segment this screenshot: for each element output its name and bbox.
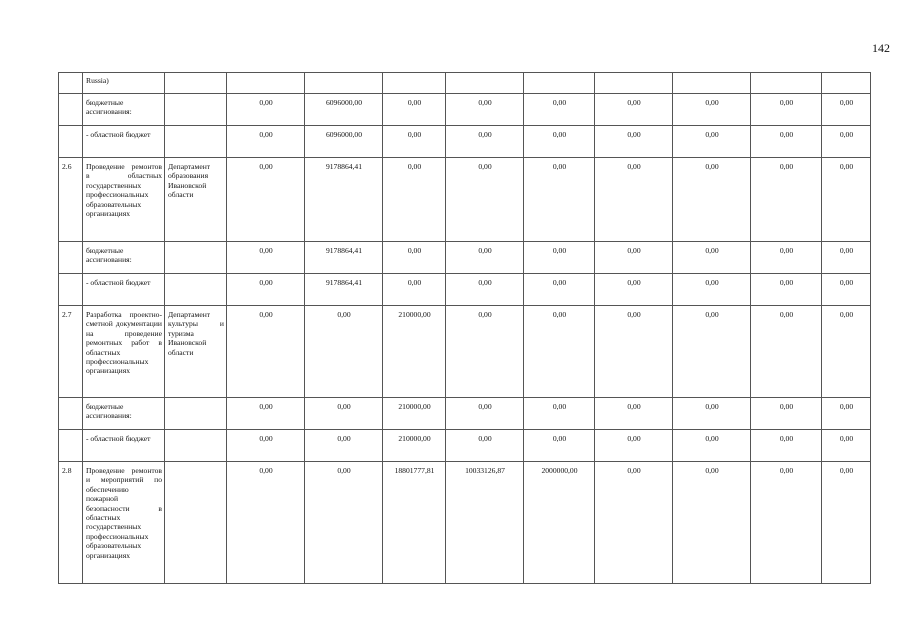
value-cell: 0,00 bbox=[227, 430, 305, 462]
value-cell: 10033126,87 bbox=[446, 462, 524, 584]
value-cell: 0,00 bbox=[822, 274, 871, 306]
value-cell: 0,00 bbox=[751, 158, 822, 242]
value-cell: 9178864,41 bbox=[305, 158, 383, 242]
value-cell: 0,00 bbox=[446, 274, 524, 306]
department bbox=[165, 73, 227, 94]
value-cell: 0,00 bbox=[751, 462, 822, 584]
value-cell bbox=[595, 73, 673, 94]
value-cell: 0,00 bbox=[595, 430, 673, 462]
department bbox=[165, 274, 227, 306]
row-number: 2.7 bbox=[59, 306, 83, 398]
table-row bbox=[59, 462, 871, 584]
value-cell bbox=[751, 73, 822, 94]
table-row bbox=[59, 398, 871, 430]
value-cell: 0,00 bbox=[751, 242, 822, 274]
value-cell: 0,00 bbox=[446, 158, 524, 242]
row-number: 2.8 bbox=[59, 462, 83, 584]
value-cell: 0,00 bbox=[446, 306, 524, 398]
value-cell: 0,00 bbox=[524, 158, 595, 242]
value-cell: 9178864,41 bbox=[305, 242, 383, 274]
value-cell: 2000000,00 bbox=[524, 462, 595, 584]
row-number: 2.6 bbox=[59, 158, 83, 242]
department bbox=[165, 430, 227, 462]
value-cell: 0,00 bbox=[673, 462, 751, 584]
value-cell: 0,00 bbox=[751, 306, 822, 398]
value-cell: 6096000,00 bbox=[305, 94, 383, 126]
value-cell: 0,00 bbox=[524, 306, 595, 398]
value-cell: 0,00 bbox=[595, 274, 673, 306]
value-cell: 0,00 bbox=[524, 274, 595, 306]
value-cell: 210000,00 bbox=[383, 398, 446, 430]
value-cell: 6096000,00 bbox=[305, 126, 383, 158]
value-cell: 0,00 bbox=[446, 94, 524, 126]
department bbox=[165, 94, 227, 126]
row-number bbox=[59, 242, 83, 274]
value-cell: 0,00 bbox=[446, 242, 524, 274]
row-number bbox=[59, 430, 83, 462]
value-cell: 0,00 bbox=[524, 398, 595, 430]
value-cell: 0,00 bbox=[595, 126, 673, 158]
budget-table bbox=[58, 72, 871, 584]
value-cell: 210000,00 bbox=[383, 430, 446, 462]
value-cell: 0,00 bbox=[751, 126, 822, 158]
value-cell: 0,00 bbox=[227, 94, 305, 126]
item-name: бюджетные ассигнования: bbox=[83, 242, 165, 274]
value-cell: 0,00 bbox=[751, 274, 822, 306]
item-name: - областной бюджет bbox=[83, 274, 165, 306]
department bbox=[165, 398, 227, 430]
value-cell bbox=[305, 73, 383, 94]
department bbox=[165, 242, 227, 274]
table-row bbox=[59, 242, 871, 274]
value-cell: 210000,00 bbox=[383, 306, 446, 398]
value-cell: 0,00 bbox=[595, 242, 673, 274]
row-number bbox=[59, 126, 83, 158]
department: Департамент культуры и туризма Ивановской области bbox=[165, 306, 227, 398]
value-cell bbox=[524, 73, 595, 94]
value-cell: 0,00 bbox=[524, 126, 595, 158]
value-cell: 0,00 bbox=[673, 94, 751, 126]
value-cell: 0,00 bbox=[227, 274, 305, 306]
value-cell: 0,00 bbox=[673, 242, 751, 274]
value-cell: 9178864,41 bbox=[305, 274, 383, 306]
item-name: Разработка проектно-сметной документации на проведение ремонтных работ в областных профессиональных организациях bbox=[83, 306, 165, 398]
value-cell: 0,00 bbox=[383, 274, 446, 306]
value-cell: 0,00 bbox=[673, 398, 751, 430]
value-cell: 0,00 bbox=[227, 306, 305, 398]
value-cell: 0,00 bbox=[524, 242, 595, 274]
value-cell: 0,00 bbox=[822, 462, 871, 584]
value-cell: 0,00 bbox=[227, 158, 305, 242]
value-cell bbox=[822, 73, 871, 94]
item-name: бюджетные ассигнования: bbox=[83, 398, 165, 430]
value-cell: 0,00 bbox=[673, 126, 751, 158]
value-cell: 0,00 bbox=[383, 242, 446, 274]
value-cell bbox=[673, 73, 751, 94]
value-cell: 0,00 bbox=[673, 158, 751, 242]
value-cell: 0,00 bbox=[227, 126, 305, 158]
row-number bbox=[59, 274, 83, 306]
value-cell: 0,00 bbox=[227, 242, 305, 274]
row-number bbox=[59, 398, 83, 430]
table-row bbox=[59, 126, 871, 158]
value-cell: 0,00 bbox=[383, 158, 446, 242]
item-name: - областной бюджет bbox=[83, 430, 165, 462]
value-cell: 0,00 bbox=[383, 94, 446, 126]
value-cell bbox=[383, 73, 446, 94]
value-cell: 0,00 bbox=[305, 306, 383, 398]
item-name: Проведение ремонтов и мероприятий по обеспечению пожарной безопасности в областных государственных профессиональных образовательных организациях bbox=[83, 462, 165, 584]
table-row bbox=[59, 73, 871, 94]
value-cell: 0,00 bbox=[751, 94, 822, 126]
value-cell: 0,00 bbox=[524, 94, 595, 126]
value-cell: 0,00 bbox=[822, 94, 871, 126]
row-number bbox=[59, 94, 83, 126]
value-cell: 0,00 bbox=[305, 430, 383, 462]
department bbox=[165, 462, 227, 584]
row-number bbox=[59, 73, 83, 94]
value-cell bbox=[446, 73, 524, 94]
table-row bbox=[59, 274, 871, 306]
page-number: 142 bbox=[872, 41, 890, 55]
value-cell: 0,00 bbox=[446, 126, 524, 158]
value-cell: 18801777,81 bbox=[383, 462, 446, 584]
department: Департамент образования Ивановской области bbox=[165, 158, 227, 242]
value-cell: 0,00 bbox=[595, 158, 673, 242]
value-cell: 0,00 bbox=[227, 462, 305, 584]
value-cell: 0,00 bbox=[822, 430, 871, 462]
value-cell: 0,00 bbox=[822, 242, 871, 274]
table-row bbox=[59, 430, 871, 462]
value-cell: 0,00 bbox=[595, 94, 673, 126]
value-cell: 0,00 bbox=[305, 398, 383, 430]
table-row bbox=[59, 306, 871, 398]
value-cell: 0,00 bbox=[383, 126, 446, 158]
value-cell bbox=[227, 73, 305, 94]
value-cell: 0,00 bbox=[595, 462, 673, 584]
value-cell: 0,00 bbox=[524, 430, 595, 462]
value-cell: 0,00 bbox=[751, 398, 822, 430]
value-cell: 0,00 bbox=[227, 398, 305, 430]
value-cell: 0,00 bbox=[673, 430, 751, 462]
value-cell: 0,00 bbox=[822, 126, 871, 158]
value-cell: 0,00 bbox=[822, 306, 871, 398]
table-row bbox=[59, 158, 871, 242]
item-name: - областной бюджет bbox=[83, 126, 165, 158]
value-cell: 0,00 bbox=[595, 306, 673, 398]
value-cell: 0,00 bbox=[673, 306, 751, 398]
value-cell: 0,00 bbox=[751, 430, 822, 462]
value-cell: 0,00 bbox=[305, 462, 383, 584]
item-name: Проведение ремонтов в областных государственных профессиональных образовательных организациях bbox=[83, 158, 165, 242]
item-name: бюджетные ассигнования: bbox=[83, 94, 165, 126]
value-cell: 0,00 bbox=[446, 398, 524, 430]
item-name: Russia) bbox=[83, 73, 165, 94]
value-cell: 0,00 bbox=[595, 398, 673, 430]
value-cell: 0,00 bbox=[673, 274, 751, 306]
department bbox=[165, 126, 227, 158]
value-cell: 0,00 bbox=[446, 430, 524, 462]
table-row bbox=[59, 94, 871, 126]
value-cell: 0,00 bbox=[822, 398, 871, 430]
value-cell: 0,00 bbox=[822, 158, 871, 242]
